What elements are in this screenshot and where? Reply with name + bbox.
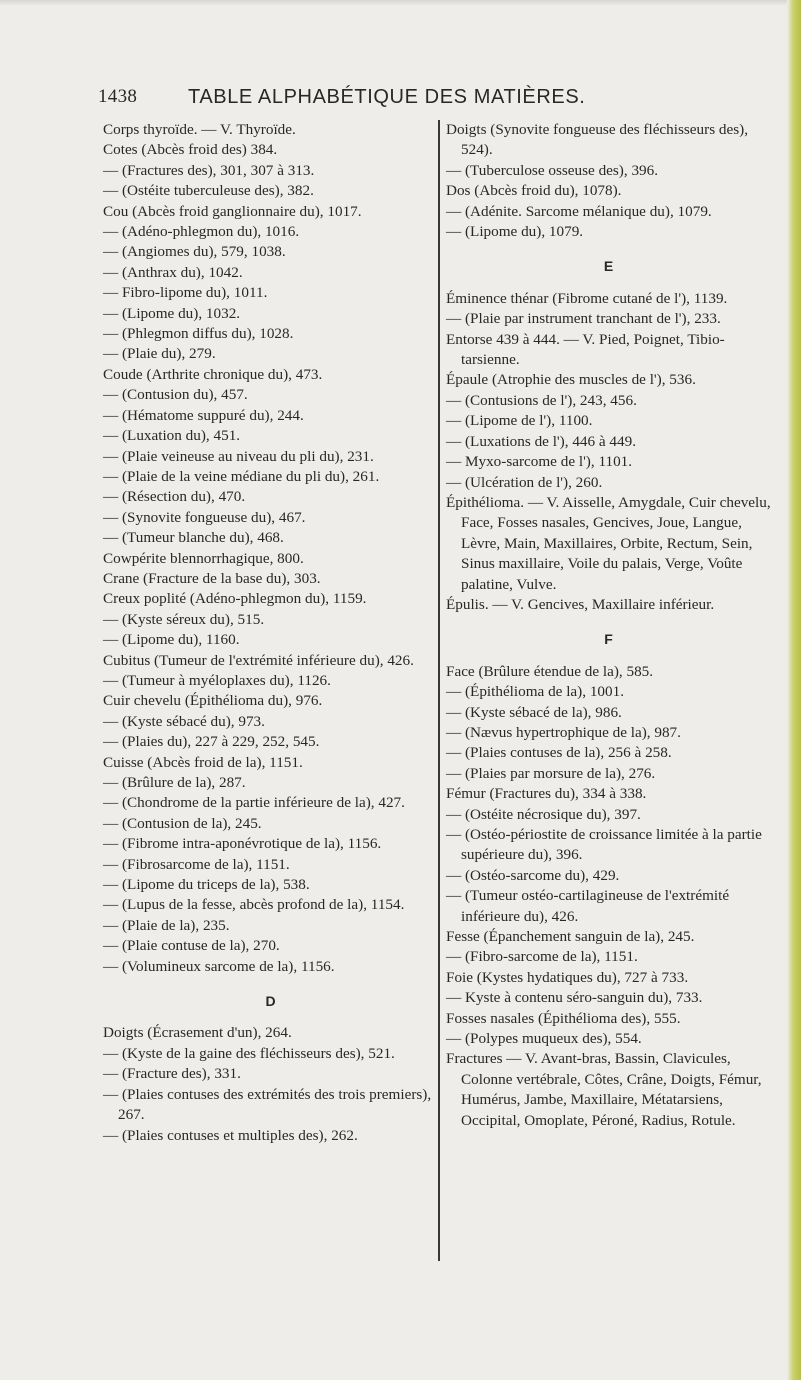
- index-entry: — (Tumeur à myéloplaxes du), 1126.: [103, 671, 331, 689]
- page-header: [98, 80, 758, 116]
- index-entry: Corps thyroïde. — V. Thyroïde.: [103, 121, 296, 138]
- index-entry: — (Anthrax du), 1042.: [103, 263, 243, 281]
- index-entry: — (Synovite fongueuse du), 467.: [103, 508, 306, 526]
- index-entry: — (Kyste de la gaine des fléchisseurs des), 521.: [103, 1044, 395, 1062]
- index-entry: — (Contusion de la), 245.: [103, 814, 262, 832]
- index-entry: Foie (Kystes hydatiques du), 727 à 733.: [446, 968, 689, 986]
- index-entry: — (Kyste sébacé du), 973.: [103, 712, 265, 730]
- index-entry: — (Adéno-phlegmon du), 1016.: [103, 223, 300, 241]
- index-entry: — (Plaies du), 227 à 229, 252, 545.: [103, 733, 320, 751]
- index-entry: Épaule (Atrophie des muscles de l'), 536.: [446, 371, 696, 389]
- page-edge: [787, 0, 801, 1380]
- index-entry: — (Plaies contuses des extrémités des trois premiers), 267.: [103, 1085, 432, 1124]
- index-entry: — (Plaie du), 279.: [103, 345, 216, 363]
- section-letter: F: [604, 631, 613, 648]
- index-entry: — (Angiomes du), 579, 1038.: [103, 243, 286, 261]
- index-entry: — (Ulcération de l'), 260.: [446, 473, 603, 491]
- index-entry: Fosses nasales (Épithélioma des), 555.: [446, 1009, 681, 1027]
- index-entry: — (Lupus de la fesse, abcès profond de la), 1154.: [103, 896, 405, 914]
- index-entry: — (Plaie par instrument tranchant de l'), 233.: [446, 310, 721, 328]
- index-entry: Doigts (Synovite fongueuse des fléchisseurs des), 524).: [446, 121, 749, 159]
- index-entry: Cotes (Abcès froid des) 384.: [103, 141, 278, 159]
- index-entry: — (Contusions de l'), 243, 456.: [446, 391, 637, 409]
- index-entry: — (Adénite. Sarcome mélanique du), 1079.: [446, 202, 712, 220]
- index-entry: — (Plaie de la), 235.: [103, 916, 230, 934]
- index-entry: Cou (Abcès froid ganglionnaire du), 1017.: [103, 202, 362, 220]
- index-entry: — (Fibro-sarcome de la), 1151.: [446, 948, 638, 966]
- page-top-shadow: [0, 0, 801, 6]
- index-entry: — (Plaies contuses et multiples des), 262.: [103, 1126, 358, 1144]
- index-entry: — (Ostéite tuberculeuse des), 382.: [103, 182, 314, 200]
- index-entry: — Myxo-sarcome de l'), 1101.: [446, 453, 633, 471]
- index-entry: — (Fracture des), 331.: [103, 1065, 241, 1083]
- index-entry: Entorse 439 à 444. — V. Pied, Poignet, Tibio-tarsienne.: [446, 330, 725, 369]
- index-entry: — (Tuberculose osseuse des), 396.: [446, 161, 659, 179]
- page-number: 1438: [98, 86, 138, 107]
- index-entry: Cubitus (Tumeur de l'extrémité inférieure du), 426.: [103, 651, 414, 669]
- left-column: [103, 120, 438, 1146]
- index-entry: — Kyste à contenu séro-sanguin du), 733.: [446, 989, 703, 1007]
- index-entry: — (Résection du), 470.: [103, 488, 246, 506]
- index-entry: — (Plaies par morsure de la), 276.: [446, 764, 656, 782]
- index-entry: Épithélioma. — V. Aisselle, Amygdale, Cuir chevelu, Face, Fosses nasales, Gencives, Joue, Langue, Lèvre, Main, Maxillaires, Orbite, Rectum, Sein, Sinus maxillaire, Voile du palais, Verge, Voûte palatine, Vulve.: [446, 493, 771, 593]
- index-entry: — (Luxation du), 451.: [103, 427, 241, 445]
- index-entry: Fesse (Épanchement sanguin de la), 245.: [446, 928, 695, 946]
- index-entry: — (Fibrosarcome de la), 1151.: [103, 855, 290, 873]
- index-entry: — (Volumineux sarcome de la), 1156.: [103, 957, 335, 975]
- index-entry: Crane (Fracture de la base du), 303.: [103, 569, 321, 587]
- index-entry: — (Tumeur blanche du), 468.: [103, 529, 284, 547]
- index-entry: — (Plaie veineuse au niveau du pli du), 231.: [103, 447, 374, 465]
- index-entry: — (Lipome du triceps de la), 538.: [103, 876, 310, 894]
- index-entry: Fémur (Fractures du), 334 à 338.: [446, 785, 647, 803]
- index-entry: Fractures — V. Avant-bras, Bassin, Clavicules, Colonne vertébrale, Côtes, Crâne, Doigts, Fémur, Humérus, Jambe, Maxillaire, Métatarsiens, Occipital, Omoplate, Péroné, Radius, Rotule.: [446, 1050, 762, 1129]
- index-entry: Épulis. — V. Gencives, Maxillaire inférieur.: [446, 595, 715, 613]
- right-column: [446, 120, 771, 1131]
- index-entry: — (Brûlure de la), 287.: [103, 774, 246, 791]
- index-entry: — (Fractures des), 301, 307 à 313.: [103, 161, 315, 179]
- index-entry: — (Lipome du), 1160.: [103, 631, 240, 649]
- index-entry: — (Contusion du), 457.: [103, 386, 248, 404]
- index-entry: — (Lipome du), 1079.: [446, 223, 584, 241]
- section-letter: E: [603, 258, 614, 275]
- index-entry: — (Plaie de la veine médiane du pli du), 261.: [103, 467, 380, 485]
- index-entry: — (Kyste sébacé de la), 986.: [446, 703, 622, 721]
- index-entry: — (Polypes muqueux des), 554.: [446, 1030, 642, 1048]
- page-title: TABLE ALPHABÉTIQUE DES MATIÈRES.: [188, 86, 586, 108]
- index-entry: — (Kyste séreux du), 515.: [103, 610, 265, 628]
- index-entry: Doigts (Écrasement d'un), 264.: [103, 1024, 292, 1042]
- index-entry: — (Chondrome de la partie inférieure de la), 427.: [103, 794, 405, 812]
- index-entry: — (Hématome suppuré du), 244.: [103, 406, 304, 424]
- index-entry: Face (Brûlure étendue de la), 585.: [446, 662, 654, 680]
- index-entry: Coude (Arthrite chronique du), 473.: [103, 365, 323, 383]
- index-entry: Cowpérite blennorrhagique, 800.: [103, 549, 304, 567]
- index-entry: Dos (Abcès froid du), 1078).: [446, 182, 622, 200]
- index-entry: — (Nævus hypertrophique de la), 987.: [446, 723, 681, 741]
- index-entry: — (Lipome du), 1032.: [103, 304, 241, 322]
- index-entry: Cuisse (Abcès froid de la), 1151.: [103, 753, 303, 771]
- index-entry: — (Luxations de l'), 446 à 449.: [446, 432, 637, 450]
- index-entry: — (Lipome de l'), 1100.: [446, 412, 593, 430]
- index-entry: — (Fibrome intra-aponévrotique de la), 1156.: [103, 835, 382, 853]
- index-entry: — (Tumeur ostéo-cartilagineuse de l'extrémité inférieure du), 426.: [446, 887, 730, 925]
- index-entry: — (Ostéite nécrosique du), 397.: [446, 805, 641, 823]
- column-divider: [438, 120, 440, 1261]
- index-entry: Creux poplité (Adéno-phlegmon du), 1159.: [103, 590, 367, 608]
- index-entry: — (Phlegmon diffus du), 1028.: [103, 325, 294, 343]
- section-letter: D: [265, 993, 276, 1010]
- index-entry: — (Ostéo-périostite de croissance limitée à la partie supérieure du), 396.: [446, 826, 762, 864]
- index-entry: Cuir chevelu (Épithélioma du), 976.: [103, 692, 323, 710]
- index-entry: — (Plaies contuses de la), 256 à 258.: [446, 744, 672, 762]
- index-entry: — (Ostéo-sarcome du), 429.: [446, 866, 620, 884]
- index-entry: — Fibro-lipome du), 1011.: [103, 284, 268, 302]
- index-entry: — (Épithélioma de la), 1001.: [446, 683, 624, 701]
- index-entry: Éminence thénar (Fibrome cutané de l'), 1139.: [446, 289, 728, 307]
- index-entry: — (Plaie contuse de la), 270.: [103, 937, 280, 955]
